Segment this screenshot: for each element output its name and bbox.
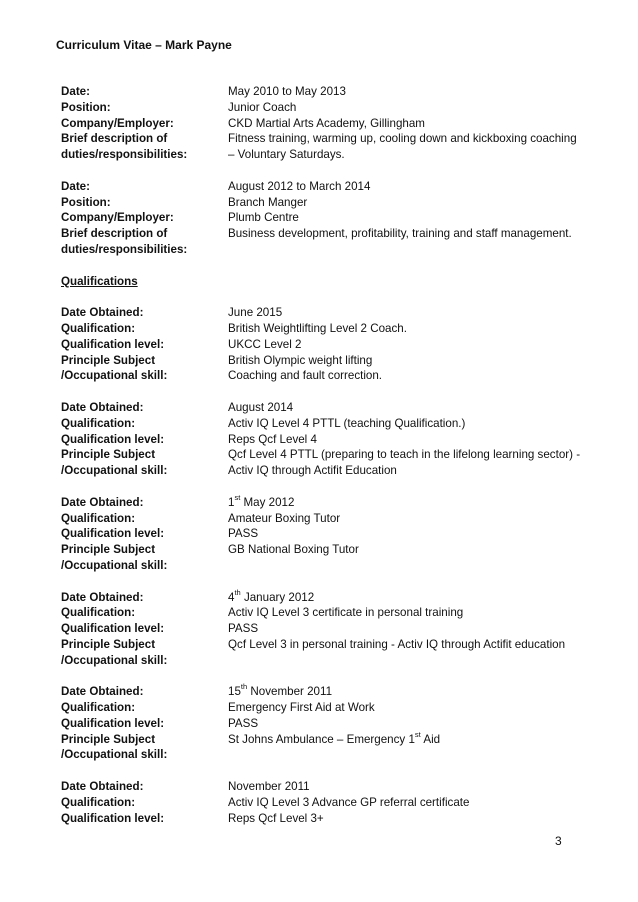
- occupational-skill-label: /Occupational skill:: [61, 369, 168, 383]
- description-label: Brief description of: [61, 227, 168, 241]
- duties-label: duties/responsibilities:: [61, 242, 188, 256]
- date-day: 15: [228, 685, 241, 699]
- qualification-level-label: Qualification level:: [61, 716, 165, 730]
- position-value: Junior Coach: [228, 100, 297, 114]
- description-value: Fitness training, warming up, cooling down and kickboxing coaching: [228, 132, 577, 146]
- qualification-level-label: Qualification level:: [61, 811, 165, 825]
- qualification-value: Emergency First Aid at Work: [228, 701, 375, 715]
- qualification-entry: [61, 779, 591, 826]
- date-obtained-value: [228, 492, 591, 511]
- occupational-skill-label: /Occupational skill:: [61, 748, 168, 762]
- principle-subject-label: Principle Subject: [61, 353, 156, 367]
- employment-entry: [61, 179, 591, 258]
- description-value-cont: – Voluntary Saturdays.: [228, 148, 345, 162]
- date-rest: May 2012: [240, 495, 295, 509]
- page-header-title: Curriculum Vitae – Mark Payne: [56, 38, 232, 52]
- qualification-label: Qualification:: [61, 701, 136, 715]
- subject-text-rest: Aid: [420, 732, 441, 746]
- date-obtained-label: Date Obtained:: [61, 685, 144, 699]
- qualification-level-value: Reps Qcf Level 3+: [228, 811, 324, 825]
- date-value: May 2010 to May 2013: [228, 85, 346, 98]
- qualifications-heading: Qualifications: [61, 274, 138, 288]
- qualification-level-value: PASS: [228, 716, 259, 730]
- date-ordinal-suffix: th: [240, 682, 248, 692]
- qualification-value: Amateur Boxing Tutor: [228, 511, 341, 525]
- principle-subject-label: Principle Subject: [61, 732, 156, 746]
- date-obtained-value: June 2015: [228, 306, 283, 320]
- qualification-label: Qualification:: [61, 511, 136, 525]
- date-obtained-value: November 2011: [228, 780, 310, 794]
- subject-value-cont: Coaching and fault correction.: [228, 369, 383, 383]
- subject-value-cont: Activ IQ through Actifit Education: [228, 464, 397, 478]
- description-value: Business development, profitability, training and staff management.: [228, 227, 572, 241]
- date-ordinal-suffix: th: [234, 587, 241, 597]
- qualification-entry: [61, 492, 591, 574]
- subject-value: GB National Boxing Tutor: [228, 543, 359, 557]
- qualification-value: Activ IQ Level 4 PTTL (teaching Qualification.): [228, 416, 466, 430]
- qualification-entry: [61, 400, 591, 479]
- qualification-label: Qualification:: [61, 606, 136, 620]
- subject-value: British Olympic weight lifting: [228, 353, 373, 367]
- date-obtained-value: [228, 587, 591, 606]
- qualification-level-label: Qualification level:: [61, 622, 165, 636]
- principle-subject-label: Principle Subject: [61, 637, 156, 651]
- qualification-label: Qualification:: [61, 795, 136, 809]
- qualification-value: Activ IQ Level 3 Advance GP referral certificate: [228, 795, 470, 809]
- position-label: Position:: [61, 100, 111, 114]
- qualification-level-label: Qualification level:: [61, 527, 165, 541]
- subject-value: Qcf Level 4 PTTL (preparing to teach in the lifelong learning sector) -: [228, 448, 581, 462]
- date-obtained-label: Date Obtained:: [61, 495, 144, 509]
- employer-label: Company/Employer:: [61, 116, 174, 130]
- date-obtained-value: [228, 684, 591, 700]
- qualification-level-label: Qualification level:: [61, 432, 165, 446]
- employer-label: Company/Employer:: [61, 211, 174, 225]
- qualification-value: British Weightlifting Level 2 Coach.: [228, 321, 407, 335]
- date-obtained-value: August 2014: [228, 400, 294, 414]
- qualification-entry: [61, 684, 591, 763]
- qualification-value: Activ IQ Level 3 certificate in personal training: [228, 606, 464, 620]
- employer-value: CKD Martial Arts Academy, Gillingham: [228, 116, 425, 130]
- principle-subject-label: Principle Subject: [61, 448, 156, 462]
- date-label: Date:: [61, 179, 90, 193]
- subject-value: [228, 729, 591, 748]
- qualification-level-value: UKCC Level 2: [228, 337, 302, 351]
- page-number: 3: [555, 834, 562, 848]
- employer-value: Plumb Centre: [228, 211, 299, 225]
- occupational-skill-label: /Occupational skill:: [61, 653, 168, 667]
- qualification-level-value: Reps Qcf Level 4: [228, 432, 317, 446]
- date-obtained-label: Date Obtained:: [61, 780, 144, 794]
- cv-content: [61, 84, 591, 842]
- date-ordinal-suffix: st: [234, 492, 241, 502]
- subject-ordinal-suffix: st: [414, 729, 421, 739]
- occupational-skill-label: /Occupational skill:: [61, 464, 168, 478]
- qualification-entry: [61, 587, 591, 669]
- occupational-skill-label: /Occupational skill:: [61, 558, 168, 572]
- qualification-level-label: Qualification level:: [61, 337, 165, 351]
- date-obtained-label: Date Obtained:: [61, 306, 144, 320]
- date-label: Date:: [61, 85, 90, 98]
- principle-subject-label: Principle Subject: [61, 543, 156, 557]
- qualification-label: Qualification:: [61, 416, 136, 430]
- date-rest: November 2011: [247, 685, 333, 699]
- description-label: Brief description of: [61, 132, 168, 146]
- date-day: 4: [228, 590, 235, 604]
- date-obtained-label: Date Obtained:: [61, 400, 144, 414]
- position-value: Branch Manger: [228, 195, 308, 209]
- date-obtained-label: Date Obtained:: [61, 590, 144, 604]
- qualification-level-value: PASS: [228, 622, 259, 636]
- subject-value: Qcf Level 3 in personal training - Activ IQ through Actifit education: [228, 637, 566, 651]
- date-day: 1: [228, 495, 235, 509]
- subject-text: St Johns Ambulance – Emergency 1: [228, 732, 415, 746]
- position-label: Position:: [61, 195, 111, 209]
- qualification-label: Qualification:: [61, 321, 136, 335]
- qualification-entry: [61, 305, 591, 384]
- qualification-level-value: PASS: [228, 527, 259, 541]
- date-value: August 2012 to March 2014: [228, 179, 371, 193]
- date-rest: January 2012: [240, 590, 315, 604]
- employment-entry: [61, 84, 591, 163]
- duties-label: duties/responsibilities:: [61, 148, 188, 162]
